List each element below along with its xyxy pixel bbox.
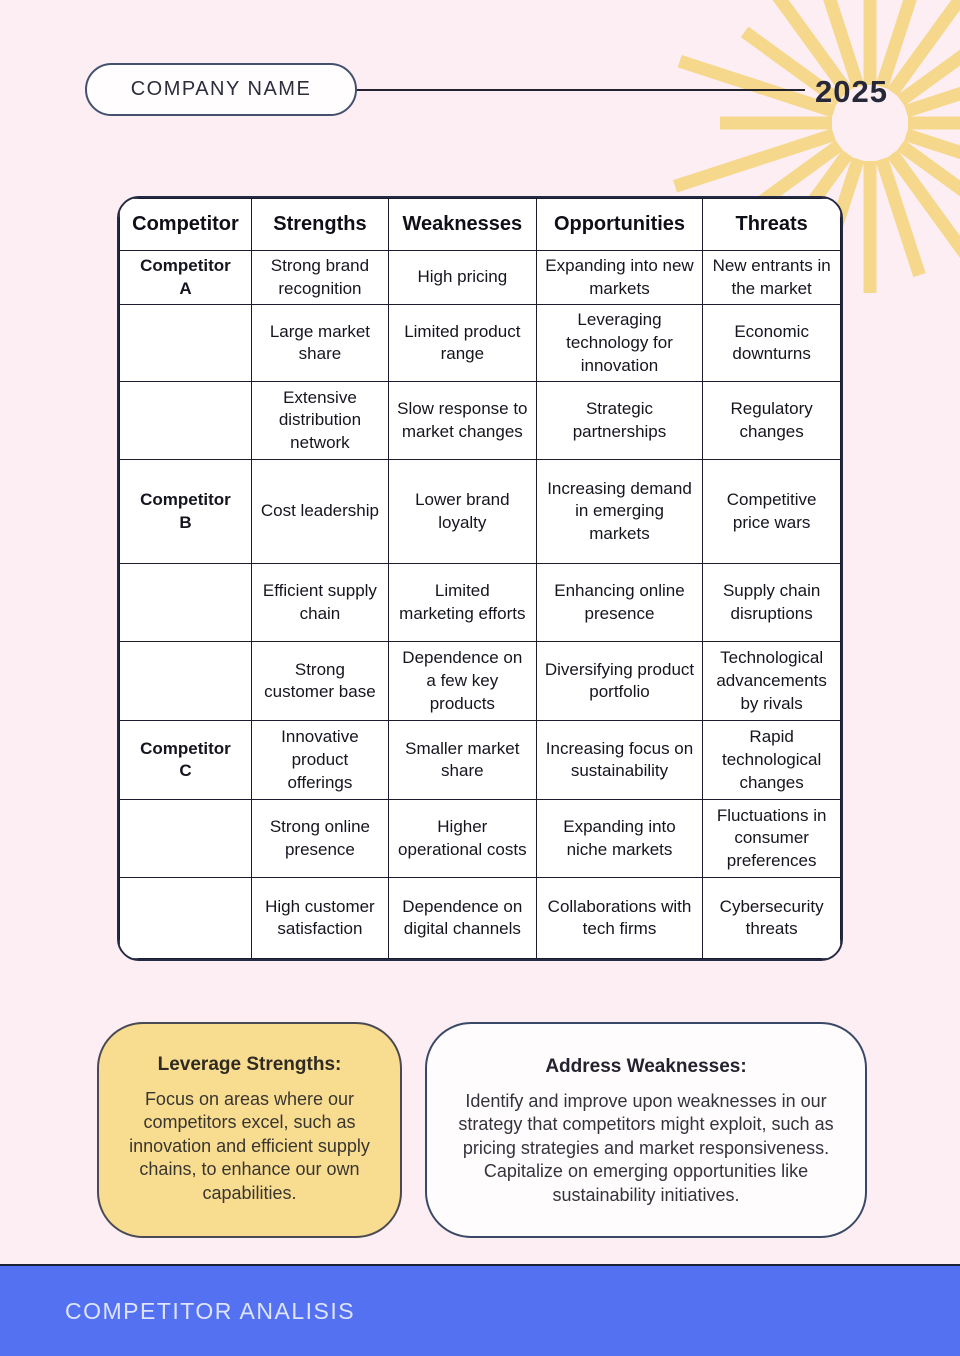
company-name-label: COMPANY NAME xyxy=(130,78,312,100)
column-header-opportunities: Opportunities xyxy=(536,199,703,251)
table-cell: Dependence on digital channels xyxy=(388,878,536,959)
table-cell: Strong online presence xyxy=(251,800,388,878)
table-cell: Efficient supply chain xyxy=(251,564,388,642)
table-cell: Strong customer base xyxy=(251,642,388,721)
table-cell: Enhancing online presence xyxy=(536,564,703,642)
table-cell: Increasing focus on sustainability xyxy=(536,721,703,800)
table-cell: Regulatory changes xyxy=(703,382,841,460)
leverage-strengths-box xyxy=(97,1022,402,1238)
table-cell: Technological advancements by rivals xyxy=(703,642,841,721)
table-cell xyxy=(120,878,252,959)
competitor-table xyxy=(117,196,843,961)
company-name-pill xyxy=(85,63,357,116)
footer-title: COMPETITOR ANALISIS xyxy=(65,1297,356,1324)
table-cell: Higher operational costs xyxy=(388,800,536,878)
table-cell: Fluctuations in consumer preferences xyxy=(703,800,841,878)
column-header-competitor: Competitor xyxy=(120,199,252,251)
table-cell: Increasing demand in emerging markets xyxy=(536,460,703,564)
table-cell: Limited marketing efforts xyxy=(388,564,536,642)
table-cell: Lower brand loyalty xyxy=(388,460,536,564)
header-connector-line xyxy=(357,89,805,91)
table-cell xyxy=(120,642,252,721)
table-cell: Cost leadership xyxy=(251,460,388,564)
table-row xyxy=(120,721,841,800)
table-cell: Collaborations with tech firms xyxy=(536,878,703,959)
table-row xyxy=(120,305,841,382)
table-cell xyxy=(120,564,252,642)
table-cell: Smaller market share xyxy=(388,721,536,800)
table-cell: High customer satisfaction xyxy=(251,878,388,959)
column-header-threats: Threats xyxy=(703,199,841,251)
table-cell: Extensive distribution network xyxy=(251,382,388,460)
table-row xyxy=(120,460,841,564)
table-row xyxy=(120,382,841,460)
table-row xyxy=(120,878,841,959)
address-weaknesses-title: Address Weaknesses: xyxy=(545,1056,747,1077)
table-row xyxy=(120,642,841,721)
table-cell xyxy=(120,382,252,460)
table-cell: Competitor A xyxy=(120,251,252,305)
address-weaknesses-box xyxy=(425,1022,867,1238)
column-header-strengths: Strengths xyxy=(251,199,388,251)
table-cell xyxy=(120,305,252,382)
address-weaknesses-body: Identify and improve upon weaknesses in our strategy that competitors might exploit, such as pricing strategies and market responsiveness. Capitalize on emerging opportunities like sustainability initiatives. xyxy=(458,1091,834,1205)
table-cell: Limited product range xyxy=(388,305,536,382)
table-cell: Slow response to market changes xyxy=(388,382,536,460)
table-cell: Large market share xyxy=(251,305,388,382)
leverage-strengths-title: Leverage Strengths: xyxy=(157,1054,342,1075)
table-cell: Diversifying product portfolio xyxy=(536,642,703,721)
table-cell: Leveraging technology for innovation xyxy=(536,305,703,382)
table-cell xyxy=(120,800,252,878)
table-cell: Supply chain disruptions xyxy=(703,564,841,642)
table-cell: Competitor B xyxy=(120,460,252,564)
table-cell: Competitive price wars xyxy=(703,460,841,564)
table-cell: Cybersecurity threats xyxy=(703,878,841,959)
table-cell: Strong brand recognition xyxy=(251,251,388,305)
table-cell: Economic downturns xyxy=(703,305,841,382)
table-row xyxy=(120,800,841,878)
table-header-row xyxy=(120,199,841,251)
table-cell: Innovative product offerings xyxy=(251,721,388,800)
table-cell: Expanding into new markets xyxy=(536,251,703,305)
year-label: 2025 xyxy=(815,74,888,109)
table-cell: New entrants in the market xyxy=(703,251,841,305)
table-cell: Strategic partnerships xyxy=(536,382,703,460)
column-header-weaknesses: Weaknesses xyxy=(388,199,536,251)
table-cell: Dependence on a few key products xyxy=(388,642,536,721)
table-cell: Competitor C xyxy=(120,721,252,800)
table-cell: Expanding into niche markets xyxy=(536,800,703,878)
table-cell: Rapid technological changes xyxy=(703,721,841,800)
leverage-strengths-body: Focus on areas where our competitors excel, such as innovation and efficient supply chains, to enhance our own capabilities. xyxy=(129,1089,370,1203)
table-row xyxy=(120,251,841,305)
footer-bar xyxy=(0,1264,960,1356)
table-cell: High pricing xyxy=(388,251,536,305)
table-row xyxy=(120,564,841,642)
